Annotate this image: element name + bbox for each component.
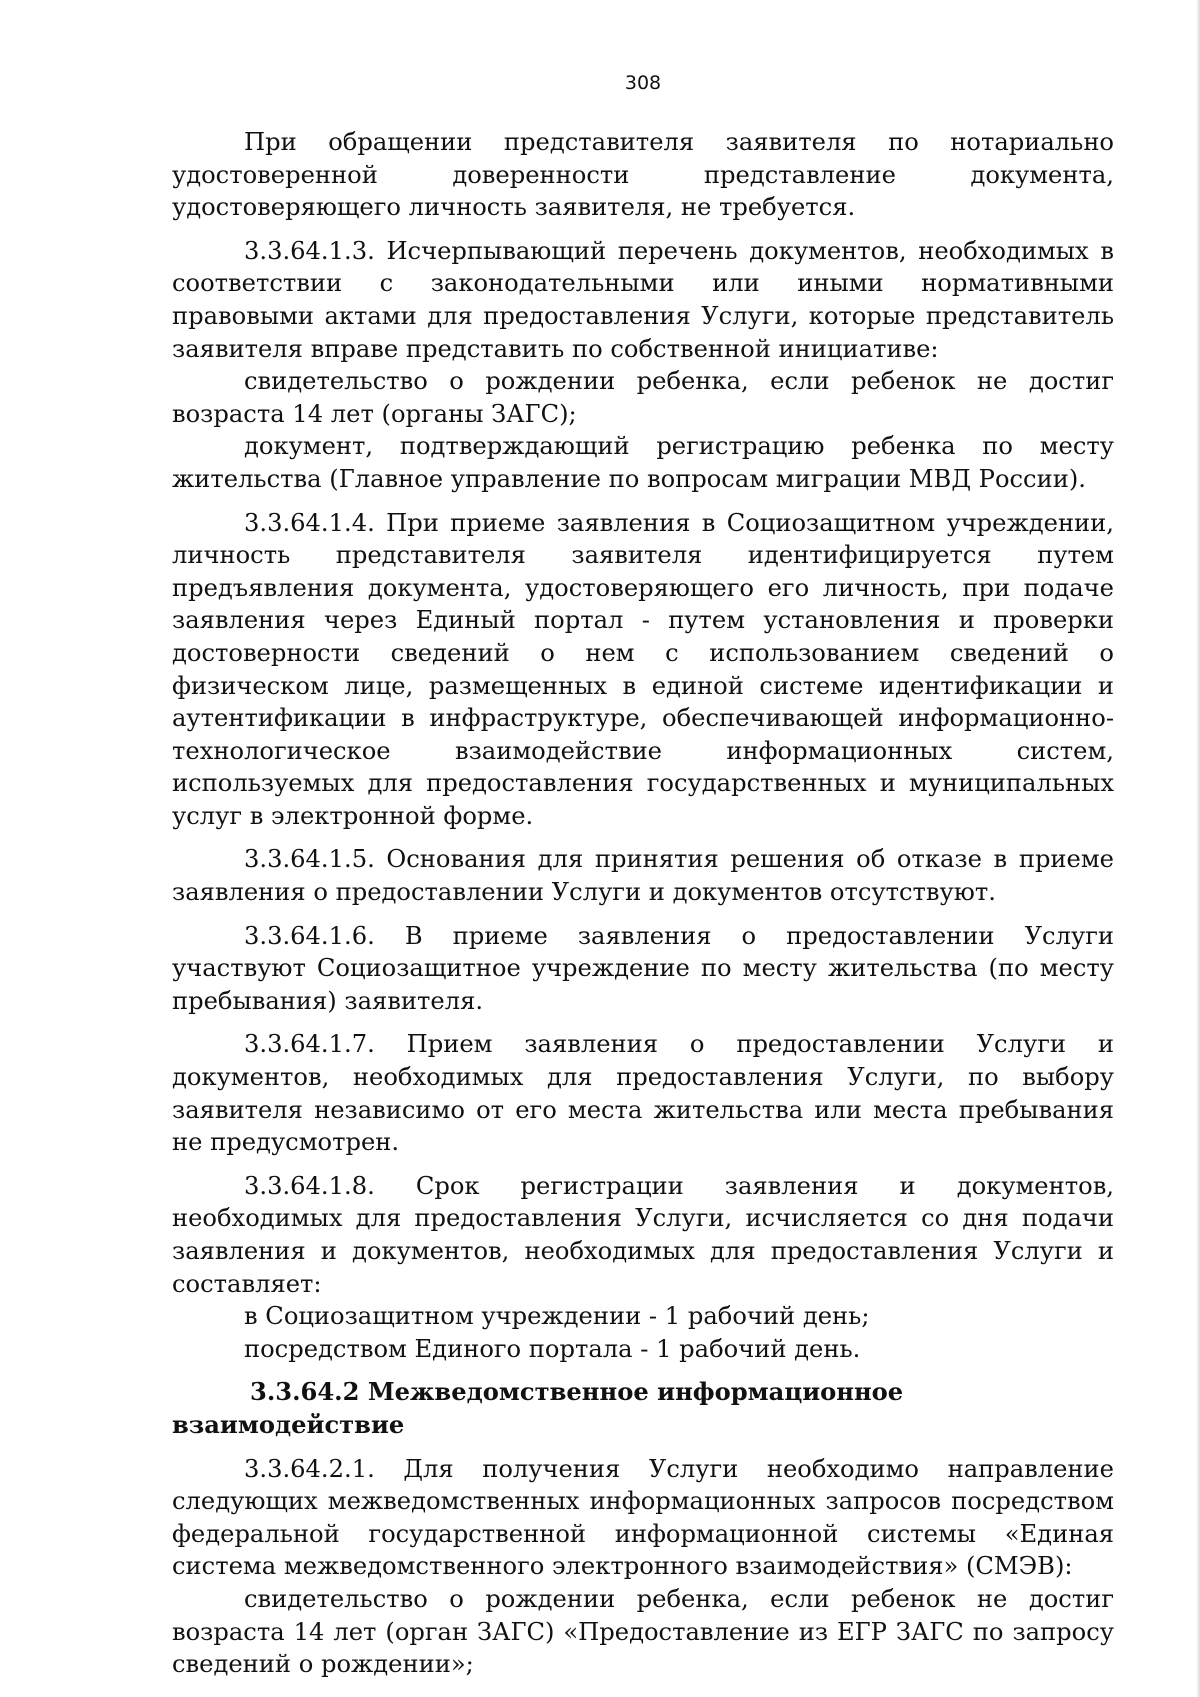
page-number: 308	[624, 72, 662, 94]
section-heading-3-3-64-2: 3.3.64.2 Межведомственное информационное взаимодействие	[172, 1377, 904, 1439]
document-body	[172, 126, 1114, 1681]
list-item-portal-term: посредством Единого портала - 1 рабочий день.	[244, 1334, 861, 1363]
paragraph-3-3-64-1-6: 3.3.64.1.6. В приеме заявления о предоставлении Услуги участвуют Социозащитное учреждение по месту жительства (по месту пребывания) заявителя.	[172, 921, 1114, 1015]
list-item-birth-certificate: свидетельство о рождении ребенка, если ребенок не достиг возраста 14 лет (органы ЗАГС);	[172, 367, 1114, 428]
list-item-registration-document: документ, подтверждающий регистрацию ребенка по месту жительства (Главное управление по вопросам миграции МВД России).	[172, 432, 1114, 493]
paragraph-3-3-64-1-5: 3.3.64.1.5. Основания для принятия решения об отказе в приеме заявления о предоставлении Услуги и документов отсутствуют.	[172, 845, 1114, 907]
paragraph-3-3-64-1-7: 3.3.64.1.7. Прием заявления о предоставлении Услуги и документов, необходимых для предоставления Услуги, по выбору заявителя независимо от его места жительства или места пребывания не предусмотрен.	[172, 1030, 1114, 1157]
list-item-social-institution-term: в Социозащитном учреждении - 1 рабочий день;	[244, 1302, 870, 1331]
paragraph-3-3-64-2-1: 3.3.64.2.1. Для получения Услуги необходимо направление следующих межведомственных информационных запросов посредством федеральной государственной информационной системы «Единая система межведомственного электронного взаимодействия» (СМЭВ):	[172, 1454, 1114, 1581]
paragraph-3-3-64-1-3: 3.3.64.1.3. Исчерпывающий перечень документов, необходимых в соответствии с законодательными или иными нормативными правовыми актами для предоставления Услуги, которые представитель заявителя вправе представить по собственной инициативе:	[172, 236, 1114, 363]
list-item-birth-certificate-request: свидетельство о рождении ребенка, если ребенок не достиг возраста 14 лет (орган ЗАГС) «Предоставление из ЕГР ЗАГС по запросу сведений о рождении»;	[172, 1584, 1114, 1679]
paragraph-3-3-64-1-4: 3.3.64.1.4. При приеме заявления в Социозащитном учреждении, личность представителя заявителя идентифицируется путем предъявления документа, удостоверяющего его личность, при подаче заявления через Единый портал - путем установления и проверки достоверности сведений о нем с использованием сведений о физическом лице, размещенных в единой системе идентификации и аутентификации в инфраструктуре, обеспечивающей информационно-технологическое взаимодействие информационных систем, используемых для предоставления государственных и муниципальных услуг в электронной форме.	[172, 508, 1114, 830]
paragraph-representative-identity: При обращении представителя заявителя по нотариально удостоверенной доверенности представление документа, удостоверяющего личность заявителя, не требуется.	[172, 128, 1114, 222]
paragraph-3-3-64-1-8: 3.3.64.1.8. Срок регистрации заявления и документов, необходимых для предоставления Услуги, исчисляется со дня подачи заявления и документов, необходимых для предоставления Услуги и составляет:	[172, 1171, 1114, 1298]
